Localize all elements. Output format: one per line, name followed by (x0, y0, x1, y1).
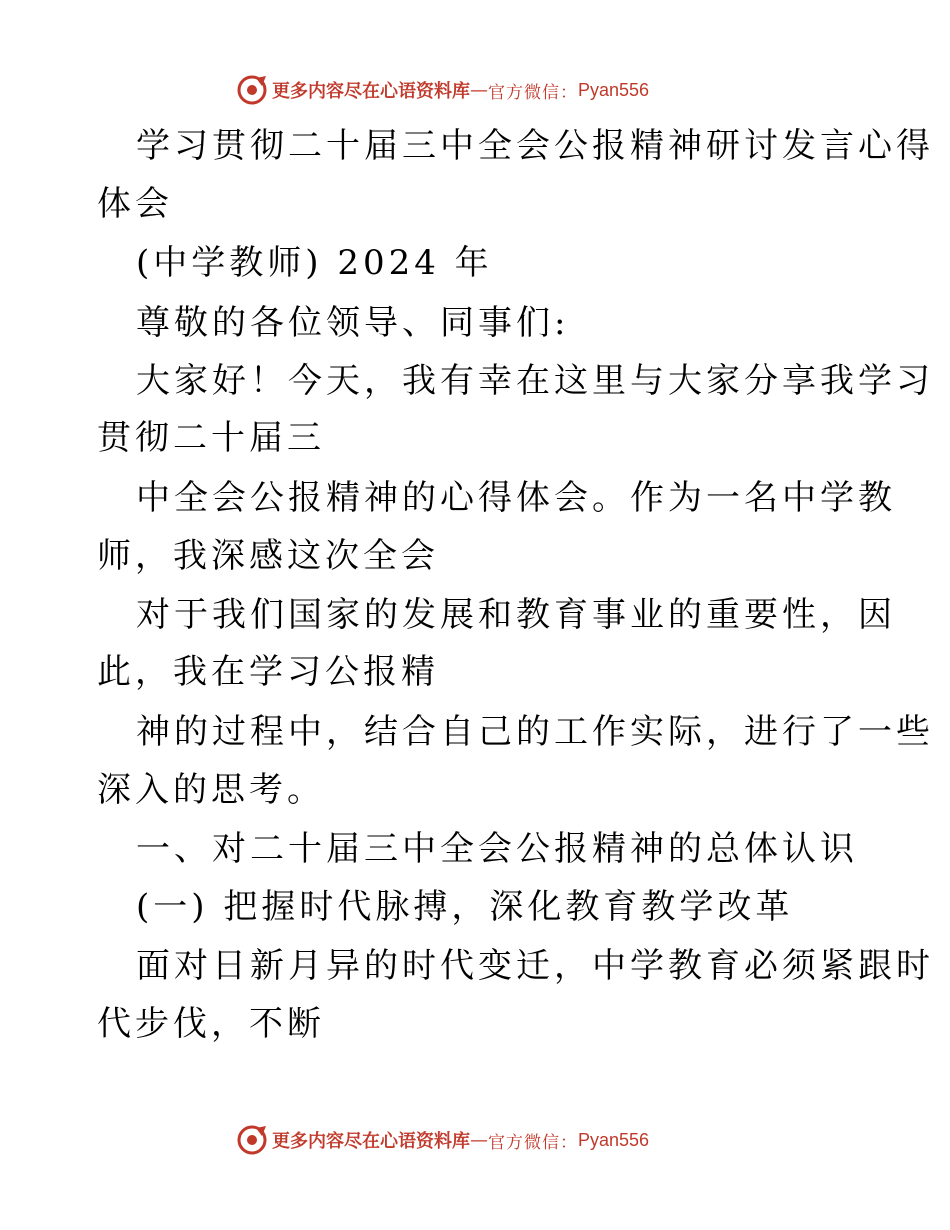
paragraph-3-line-1: 对于我们国家的发展和教育事业的重要性，因 (136, 595, 896, 635)
paragraph-2-line-1: 中全会公报精神的心得体会。作为一名中学教 (136, 478, 896, 518)
watermark-brand-text: 更多内容尽在心语资料库 (272, 1131, 470, 1152)
paragraph-2-line-2: 师，我深感这次全会 (97, 536, 439, 576)
footer-watermark (236, 1122, 649, 1158)
red-pen-circle-logo-icon (236, 74, 268, 106)
document-title-line-1: 学习贯彻二十届三中全会公报精神研讨发言心得 (136, 126, 934, 166)
header-watermark (236, 72, 649, 108)
salutation: 尊敬的各位领导、同事们: (136, 303, 570, 343)
watermark-account: Pyan556 (578, 79, 650, 100)
watermark-label: 官方微信： (488, 1132, 578, 1153)
paragraph-5-line-2: 代步伐，不断 (97, 1004, 325, 1044)
red-pen-circle-logo-icon (236, 1124, 268, 1156)
paragraph-5-line-1: 面对日新月异的时代变迁，中学教育必须紧跟时 (136, 946, 934, 986)
paragraph-4-line-1: 神的过程中，结合自己的工作实际，进行了一些 (136, 712, 934, 752)
document-subtitle: (中学教师) 2024 年 (136, 243, 493, 283)
watermark-brand-text: 更多内容尽在心语资料库 (272, 81, 470, 102)
paragraph-1-line-1: 大家好！今天，我有幸在这里与大家分享我学习 (136, 361, 934, 401)
section-subheading-1: (一) 把握时代脉搏，深化教育教学改革 (136, 887, 794, 927)
document-title-line-2: 体会 (97, 184, 173, 224)
paragraph-4-line-2: 深入的思考。 (97, 770, 325, 810)
watermark-account: Pyan556 (578, 1129, 650, 1150)
watermark-dash: — (470, 79, 488, 101)
watermark-label: 官方微信： (488, 82, 578, 103)
paragraph-3-line-2: 此，我在学习公报精 (97, 652, 439, 692)
section-heading-1: 一、对二十届三中全会公报精神的总体认识 (136, 829, 858, 869)
paragraph-1-line-2: 贯彻二十届三 (97, 418, 325, 458)
watermark-dash: — (470, 1129, 488, 1151)
